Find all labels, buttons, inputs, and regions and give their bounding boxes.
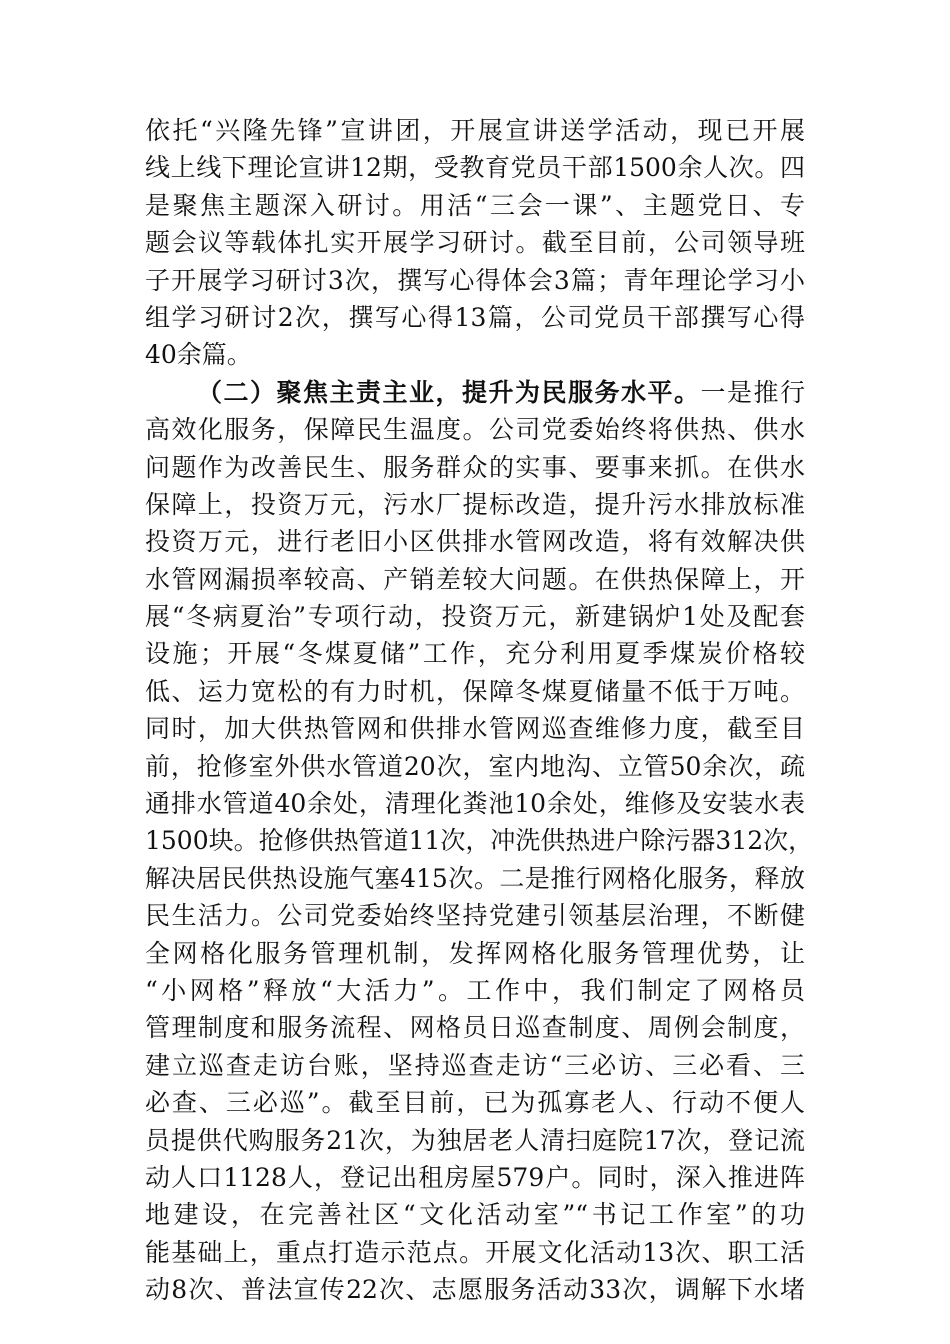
text-line: 建立巡查走访台账，坚持巡查走访“三必访、三必看、三 [145, 1050, 805, 1080]
text-line: 线上线下理论宣讲12期，受教育党员干部1500余人次。四 [145, 153, 805, 183]
text-line: 保障上，投资万元，污水厂提标改造，提升污水排放标准 [145, 489, 805, 519]
text-line: 题会议等载体扎实开展学习研讨。截至目前，公司领导班 [145, 228, 805, 258]
text-line: 地建设，在完善社区“文化活动室”“书记工作室”的功 [145, 1200, 805, 1230]
text-line: 民生活力。公司党委始终坚持党建引领基层治理，不断健 [145, 901, 805, 931]
text-line: 组学习研讨2次，撰写心得13篇，公司党员干部撰写心得 [145, 302, 805, 332]
section-first-line-text: 一是推行 [700, 377, 805, 407]
text-line: 动8次、普法宣传22次、志愿服务活动33次，调解下水堵 [145, 1275, 805, 1305]
section-heading: （二）聚焦主责主业，提升为民服务水平。 [197, 377, 701, 407]
text-line: 投资万元，进行老旧小区供排水管网改造，将有效解决供 [145, 527, 805, 557]
document-body [145, 112, 814, 1309]
text-line: 展“冬病夏治”专项行动，投资万元，新建锅炉1处及配套 [145, 602, 805, 632]
text-line: 子开展学习研讨3次，撰写心得体会3篇；青年理论学习小 [145, 265, 805, 295]
text-line: 动人口1128人，登记出租房屋579户。同时，深入推进阵 [145, 1162, 805, 1192]
paragraph-service-level [145, 374, 814, 1309]
text-line: 通排水管道40余处，清理化粪池10余处，维修及安装水表 [145, 789, 805, 819]
text-line: 全网格化服务管理机制，发挥网格化服务管理优势，让 [145, 938, 805, 968]
text-line: 依托“兴隆先锋”宣讲团，开展宣讲送学活动，现已开展 [145, 116, 805, 145]
text-line: 员提供代购服务21次，为独居老人清扫庭院17次，登记流 [145, 1125, 805, 1155]
text-line: 管理制度和服务流程、网格员日巡查制度、周例会制度， [145, 1013, 805, 1043]
text-line: 水管网漏损率较高、产销差较大问题。在供热保障上，开 [145, 564, 805, 594]
text-line: 低、运力宽松的有力时机，保障冬煤夏储量不低于万吨。 [145, 676, 805, 706]
text-line: 设施；开展“冬煤夏储”工作，充分利用夏季煤炭价格较 [145, 639, 805, 669]
text-line: 问题作为改善民生、服务群众的实事、要事来抓。在供水 [145, 452, 805, 482]
text-line: 解决居民供热设施气塞415次。二是推行网格化服务，释放 [145, 863, 805, 893]
text-line: 是聚焦主题深入研讨。用活“三会一课”、主题党日、专 [145, 190, 805, 220]
section-first-line [145, 374, 805, 411]
text-line: 40余篇。 [145, 340, 252, 370]
text-line: 前，抢修室外供水管道20次，室内地沟、立管50余次，疏 [145, 751, 805, 781]
text-line: 高效化服务，保障民生温度。公司党委始终将供热、供水 [145, 415, 805, 445]
text-line: 必查、三必巡”。截至目前，已为孤寡老人、行动不便人 [145, 1088, 805, 1118]
text-line: 同时，加大供热管网和供排水管网巡查维修力度，截至目 [145, 714, 805, 744]
text-line: 1500块。抢修供热管道11次，冲洗供热进户除污器312次， [145, 826, 814, 856]
paragraph-study-activities [145, 112, 805, 374]
text-line: 能基础上，重点打造示范点。开展文化活动13次、职工活 [145, 1237, 805, 1267]
text-line: “小网格”释放“大活力”。工作中，我们制定了网格员 [145, 975, 805, 1005]
